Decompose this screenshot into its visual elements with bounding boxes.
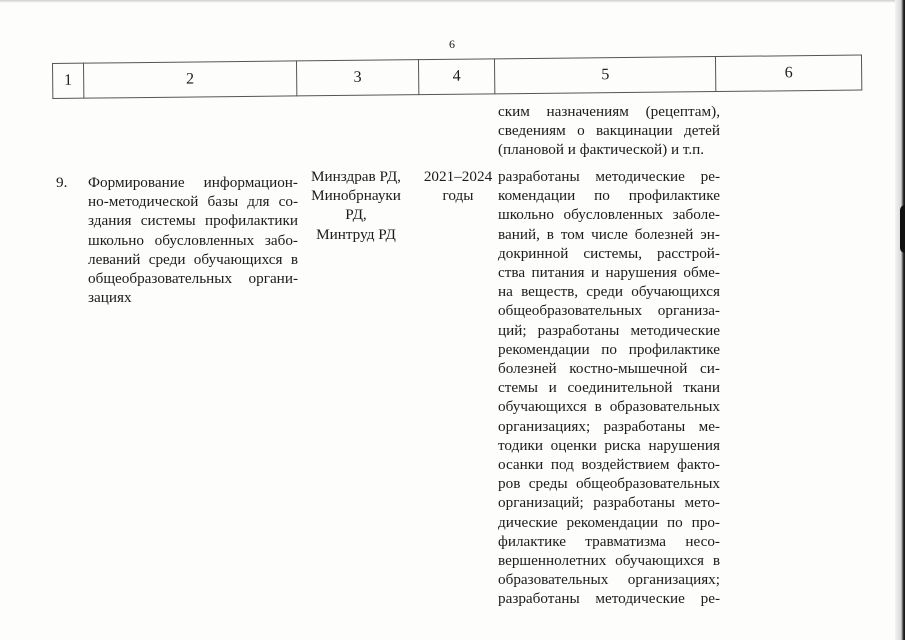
- scan-edge-right: [895, 0, 905, 640]
- text-line: тодики оценки риска нарушения: [498, 436, 720, 454]
- text-line: стемы и соединительной ткани: [498, 379, 720, 397]
- text-line: вершеннолетних обучающихся в: [498, 552, 720, 570]
- text-line: сведениям о вакцинации детей: [498, 122, 720, 140]
- text-line: общеобразовательных органи-: [88, 270, 298, 288]
- text-line: 2021–2024: [423, 168, 493, 185]
- text-line: (плановой и фактической) и т.п.: [498, 141, 705, 159]
- column-number-header: [52, 55, 862, 99]
- text-line: Минздрав РД,: [311, 168, 401, 185]
- text-line: ров среды общеобразовательных: [498, 475, 720, 493]
- text-line: школьно обусловленных забо-: [88, 231, 298, 249]
- header-col-6: 6: [716, 55, 862, 92]
- row-result: [498, 167, 720, 609]
- header-col-4: 4: [418, 59, 495, 95]
- text-line: ства питания и нарушения обме-: [498, 264, 720, 282]
- header-row: [53, 55, 862, 98]
- text-line: РД,: [345, 206, 367, 224]
- text-line: разработаны методические ре-: [498, 168, 720, 185]
- text-line: здания системы профилактики: [88, 212, 298, 230]
- text-line: филактике травматизма несо-: [498, 532, 720, 550]
- text-line: комендации по профилактике: [498, 187, 720, 205]
- text-line: обучающихся в образовательных: [498, 398, 720, 416]
- row-number: 9.: [56, 174, 68, 191]
- scan-artifact: [900, 205, 905, 253]
- text-line: годы: [442, 187, 474, 205]
- text-line: но-методической базы для со-: [88, 193, 298, 211]
- text-line: ским назначениям (рецептам),: [498, 103, 720, 120]
- scan-edge-top: [0, 0, 905, 3]
- text-line: рекомендации по профилактике: [498, 340, 720, 358]
- text-line: ций; разработаны методические: [498, 321, 720, 339]
- text-line: на веществ, среди обучающихся: [498, 283, 720, 301]
- continued-result-text: [498, 102, 720, 160]
- text-line: Минобрнауки: [311, 187, 401, 205]
- text-line: Минтруд РД: [316, 225, 396, 243]
- row-title: [88, 173, 298, 307]
- text-line: школьно обусловленных заболе-: [498, 206, 720, 224]
- header-col-2: 2: [83, 61, 296, 98]
- text-line: осанки под воздействием факто-: [498, 456, 720, 474]
- page-number: 6: [449, 37, 455, 51]
- text-line: организаций; разработаны мето-: [498, 494, 720, 512]
- header-col-3: 3: [296, 60, 418, 96]
- text-line: докринной системы, расстрой-: [498, 244, 720, 262]
- text-line: Формирование информацион-: [88, 174, 298, 191]
- text-line: леваний среди обучающихся в: [88, 250, 298, 268]
- text-line: зациях: [88, 289, 132, 307]
- text-line: образовательных организациях;: [498, 571, 720, 589]
- text-line: организациях; разработаны ме-: [498, 417, 720, 435]
- row-period: [419, 167, 497, 205]
- row-executors: [302, 167, 410, 244]
- text-line: общеобразовательных организа-: [498, 302, 720, 320]
- text-line: дические рекомендации по про-: [498, 513, 720, 531]
- text-line: разработаны методические ре-: [498, 590, 720, 608]
- header-col-5: 5: [495, 57, 716, 94]
- header-col-1: 1: [53, 63, 84, 98]
- text-line: ваний, в том числе болезней эн-: [498, 225, 720, 243]
- text-line: болезней костно-мышечной си-: [498, 360, 720, 378]
